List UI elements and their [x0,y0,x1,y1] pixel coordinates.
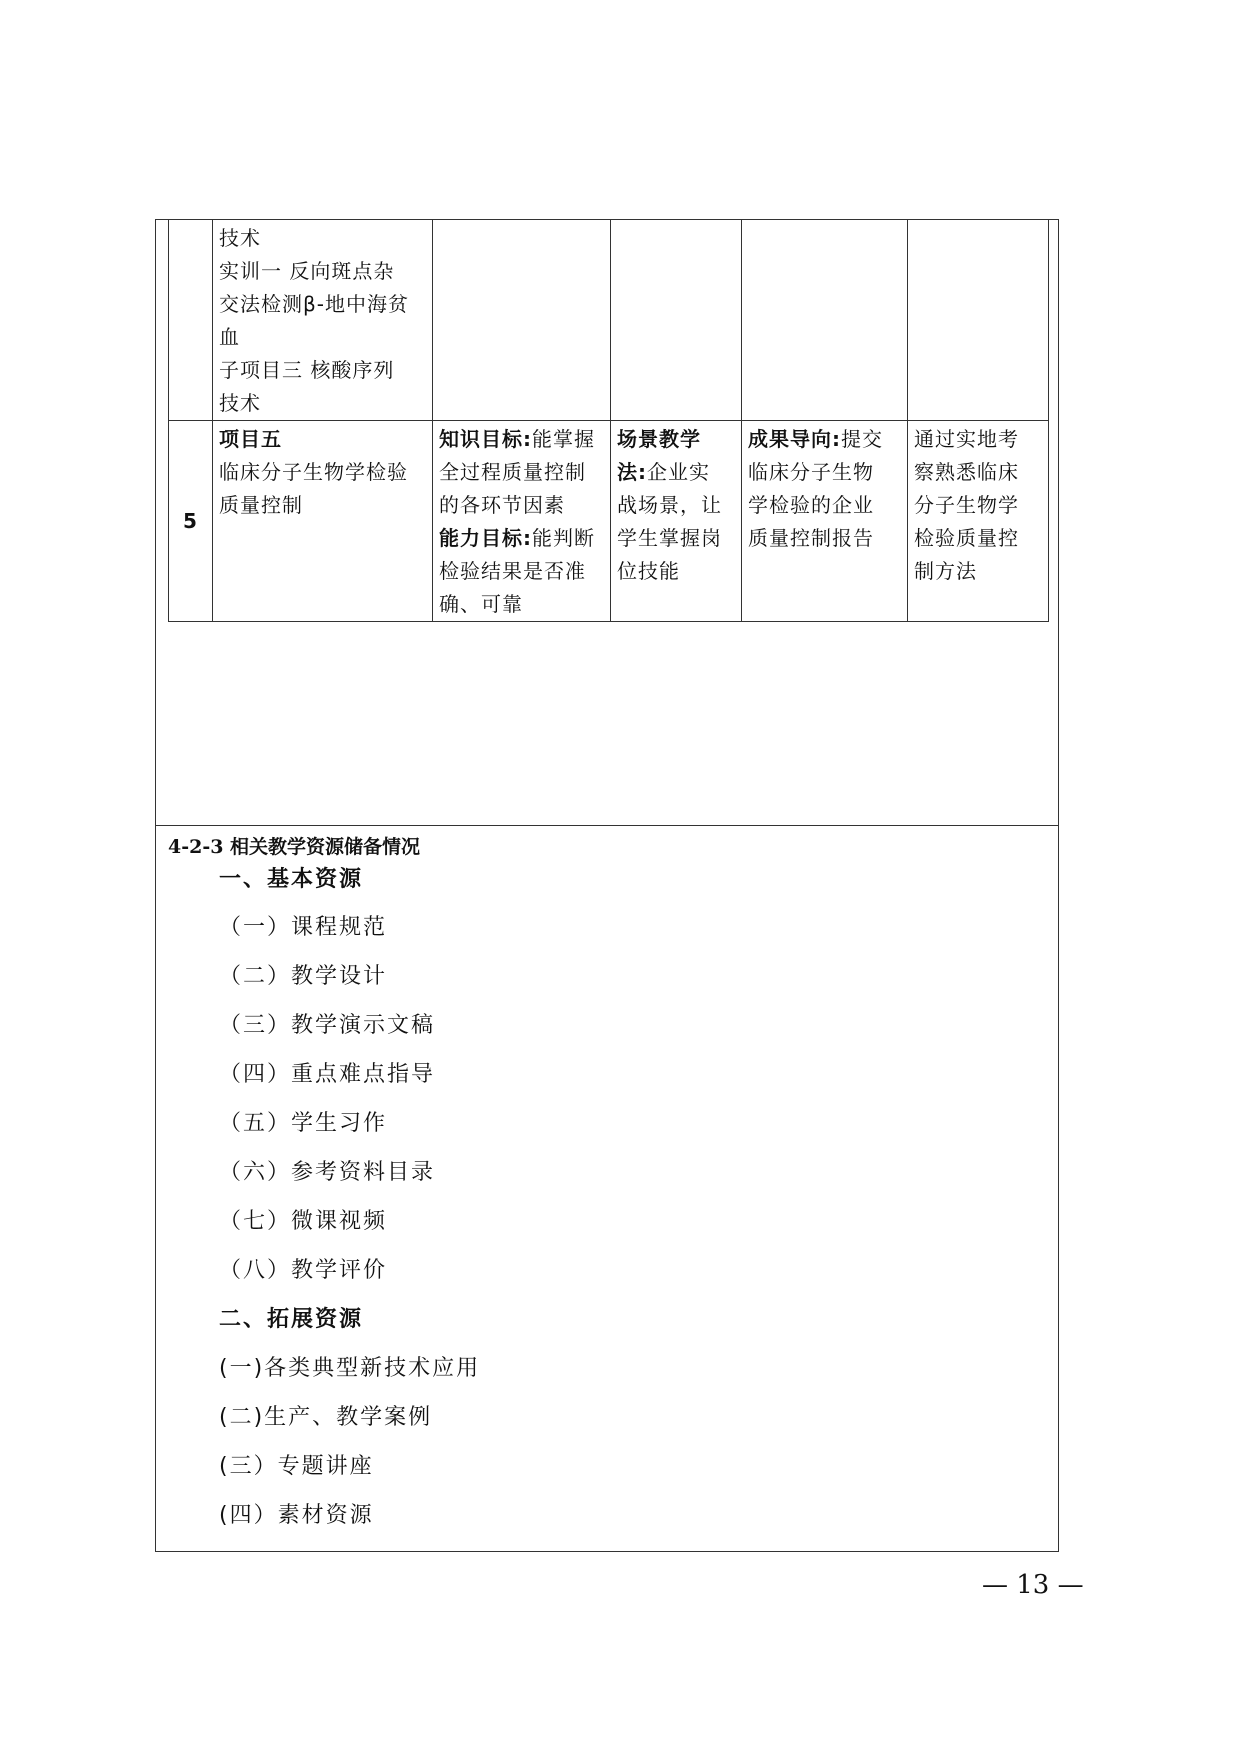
list-item: (一)各类典型新技术应用 [219,1356,481,1381]
practice-text: 分子生物学 [914,493,1019,517]
table-row [169,421,1049,622]
practice-text: 察熟悉临床 [914,460,1019,484]
outcome-cell [742,421,908,622]
method-text: 位技能 [617,559,680,583]
objectives-cell [433,421,611,622]
teaching-plan-table [168,220,1049,622]
row-number-cell [169,220,213,421]
outcome-label: 成果导向: [748,427,841,451]
list-item: （二）教学设计 [219,964,388,989]
list-item: （三）教学演示文稿 [219,1013,436,1038]
project-cell [213,421,433,622]
list-item: (三）专题讲座 [219,1454,374,1479]
practice-cell [908,421,1049,622]
project-line: 子项目三 核酸序列 [219,358,395,382]
project-cell [213,220,433,421]
method-label: 法: [617,460,647,484]
practice-cell [908,220,1049,421]
basic-resources-title: 一、基本资源 [219,867,364,892]
list-item: （五）学生习作 [219,1111,388,1136]
method-cell [611,220,742,421]
knowledge-text: 的各环节因素 [439,493,565,517]
page-number: — 13 — [982,1570,1084,1600]
project-line: 临床分子生物学检验 [219,460,408,484]
list-item: (二)生产、教学案例 [219,1405,433,1430]
method-label: 场景教学 [617,427,701,451]
objectives-cell [433,220,611,421]
list-item: （七）微课视频 [219,1209,388,1234]
list-item: （六）参考资料目录 [219,1160,436,1185]
section-heading: 4-2-3 相关教学资源储备情况 [168,836,421,858]
project-line: 技术 [219,391,261,415]
method-text: 战场景，让 [617,493,722,517]
list-item: （八）教学评价 [219,1258,388,1283]
project-line: 实训一 反向斑点杂 [219,259,395,283]
project-line: 交法检测β-地中海贫 [219,292,409,316]
outcome-text: 临床分子生物 [748,460,874,484]
table-row [169,220,1049,421]
knowledge-text: 全过程质量控制 [439,460,586,484]
row-number-cell: 5 [169,421,213,622]
ability-text: 能判断 [532,526,595,550]
ability-text: 检验结果是否准 [439,559,586,583]
knowledge-label: 知识目标: [439,427,532,451]
practice-text: 制方法 [914,559,977,583]
page-frame [155,219,1059,1552]
list-item: （一）课程规范 [219,915,388,940]
project-line: 血 [219,325,240,349]
outcome-text: 学检验的企业 [748,493,874,517]
extended-resources-title: 二、拓展资源 [219,1307,364,1332]
ability-text: 确、可靠 [439,592,523,616]
practice-text: 通过实地考 [914,427,1019,451]
method-cell [611,421,742,622]
list-item: (四）素材资源 [219,1503,374,1528]
ability-label: 能力目标: [439,526,532,550]
project-line: 质量控制 [219,493,303,517]
method-text: 学生掌握岗 [617,526,722,550]
project-title: 项目五 [219,427,282,451]
list-item: （四）重点难点指导 [219,1062,436,1087]
outcome-cell [742,220,908,421]
practice-text: 检验质量控 [914,526,1019,550]
project-line: 技术 [219,226,261,250]
section-divider [156,825,1058,826]
outcome-text: 提交 [841,427,883,451]
knowledge-text: 能掌握 [532,427,595,451]
outcome-text: 质量控制报告 [748,526,874,550]
method-text: 企业实 [647,460,710,484]
